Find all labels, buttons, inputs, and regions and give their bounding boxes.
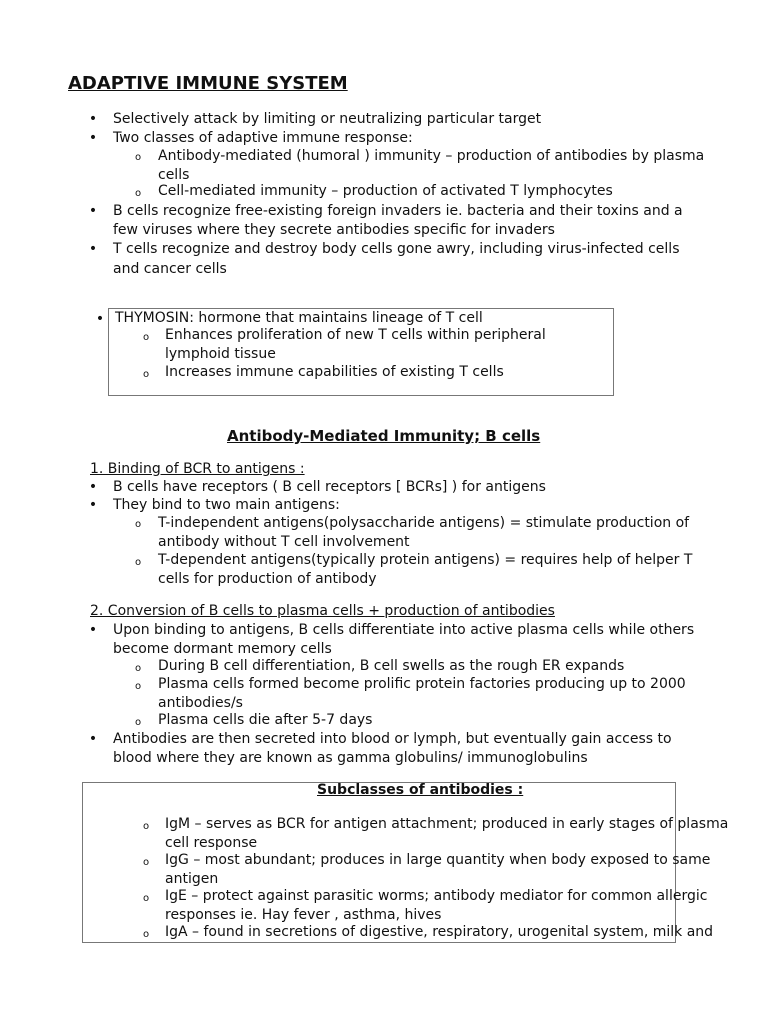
step-2-sub-3: Plasma cells die after 5-7 days: [158, 712, 373, 728]
iga-line-1: IgA – found in secretions of digestive, respiratory, urogenital system, milk and: [165, 924, 714, 940]
step-2-bullet-1-line-1: Upon binding to antigens, B cells differentiate into active plasma cells while others: [113, 622, 695, 638]
page-title: ADAPTIVE IMMUNE SYSTEM: [68, 73, 348, 94]
thymosin-sub-2: Increases immune capabilities of existing T cells: [165, 364, 504, 380]
sub-bullet-marker: o: [134, 663, 142, 674]
step-1-sub-1-line-1: T-independent antigens(polysaccharide antigens) = stimulate production of: [158, 515, 690, 531]
sub-bullet-marker: o: [142, 857, 150, 868]
step-2-sub-2-line-1: Plasma cells formed become prolific protein factories producing up to 2000: [158, 676, 686, 692]
igg-line-1: IgG – most abundant; produces in large quantity when body exposed to same: [165, 852, 711, 868]
intro-sub-2: Cell-mediated immunity – production of activated T lymphocytes: [158, 183, 613, 199]
step-1-bullet-2: They bind to two main antigens:: [113, 497, 340, 513]
step-1-sub-2-line-1: T-dependent antigens(typically protein antigens) = requires help of helper T: [158, 552, 693, 568]
sub-bullet-marker: o: [142, 332, 150, 343]
sub-bullet-marker: o: [134, 681, 142, 692]
step-1-heading: 1. Binding of BCR to antigens :: [90, 461, 305, 477]
ige-line-1: IgE – protect against parasitic worms; antibody mediator for common allergic: [165, 888, 708, 904]
bullet-marker: •: [95, 311, 105, 327]
step-1-sub-2-line-2: cells for production of antibody: [158, 571, 377, 587]
sub-bullet-marker: o: [142, 893, 150, 904]
igm-line-2: cell response: [165, 835, 258, 851]
bullet-marker: •: [88, 497, 98, 513]
bullet-marker: •: [88, 622, 98, 638]
sub-bullet-marker: o: [134, 188, 142, 199]
intro-bullet-3-line-1: B cells recognize free-existing foreign invaders ie. bacteria and their toxins and a: [113, 203, 683, 219]
intro-bullet-4-line-2: and cancer cells: [113, 261, 227, 277]
section-heading: Antibody-Mediated Immunity; B cells: [227, 427, 541, 445]
sub-bullet-marker: o: [142, 369, 150, 380]
bullet-marker: •: [88, 203, 98, 219]
step-2-sub-2-line-2: antibodies/s: [158, 695, 243, 711]
bullet-marker: •: [88, 731, 98, 747]
thymosin-main: THYMOSIN: hormone that maintains lineage of T cell: [115, 310, 483, 326]
step-2-bullet-2-line-2: blood where they are known as gamma globulins/ immunoglobulins: [113, 750, 588, 766]
thymosin-sub-1-line-2: lymphoid tissue: [165, 346, 276, 362]
sub-bullet-marker: o: [142, 821, 150, 832]
sub-bullet-marker: o: [134, 152, 142, 163]
step-2-sub-1: During B cell differentiation, B cell swells as the rough ER expands: [158, 658, 625, 674]
intro-bullet-1: Selectively attack by limiting or neutralizing particular target: [113, 111, 542, 127]
igm-line-1: IgM – serves as BCR for antigen attachment; produced in early stages of plasma: [165, 816, 729, 832]
subclasses-heading: Subclasses of antibodies :: [317, 782, 524, 798]
step-1-sub-1-line-2: antibody without T cell involvement: [158, 534, 410, 550]
intro-bullet-2: Two classes of adaptive immune response:: [113, 130, 413, 146]
sub-bullet-marker: o: [134, 519, 142, 530]
intro-sub-1-line-1: Antibody-mediated (humoral ) immunity – production of antibodies by plasma: [158, 148, 705, 164]
ige-line-2: responses ie. Hay fever , asthma, hives: [165, 907, 442, 923]
step-2-bullet-1-line-2: become dormant memory cells: [113, 641, 332, 657]
step-2-heading: 2. Conversion of B cells to plasma cells + production of antibodies: [90, 603, 555, 619]
sub-bullet-marker: o: [142, 929, 150, 940]
bullet-marker: •: [88, 241, 98, 257]
step-1-bullet-1: B cells have receptors ( B cell receptors [ BCRs] ) for antigens: [113, 479, 546, 495]
bullet-marker: •: [88, 111, 98, 127]
sub-bullet-marker: o: [134, 557, 142, 568]
bullet-marker: •: [88, 130, 98, 146]
igg-line-2: antigen: [165, 871, 219, 887]
intro-bullet-4-line-1: T cells recognize and destroy body cells gone awry, including virus-infected cells: [113, 241, 680, 257]
intro-bullet-3-line-2: few viruses where they secrete antibodies specific for invaders: [113, 222, 555, 238]
thymosin-sub-1-line-1: Enhances proliferation of new T cells within peripheral: [165, 327, 546, 343]
intro-sub-1-line-2: cells: [158, 167, 190, 183]
step-2-bullet-2-line-1: Antibodies are then secreted into blood or lymph, but eventually gain access to: [113, 731, 672, 747]
sub-bullet-marker: o: [134, 717, 142, 728]
bullet-marker: •: [88, 479, 98, 495]
